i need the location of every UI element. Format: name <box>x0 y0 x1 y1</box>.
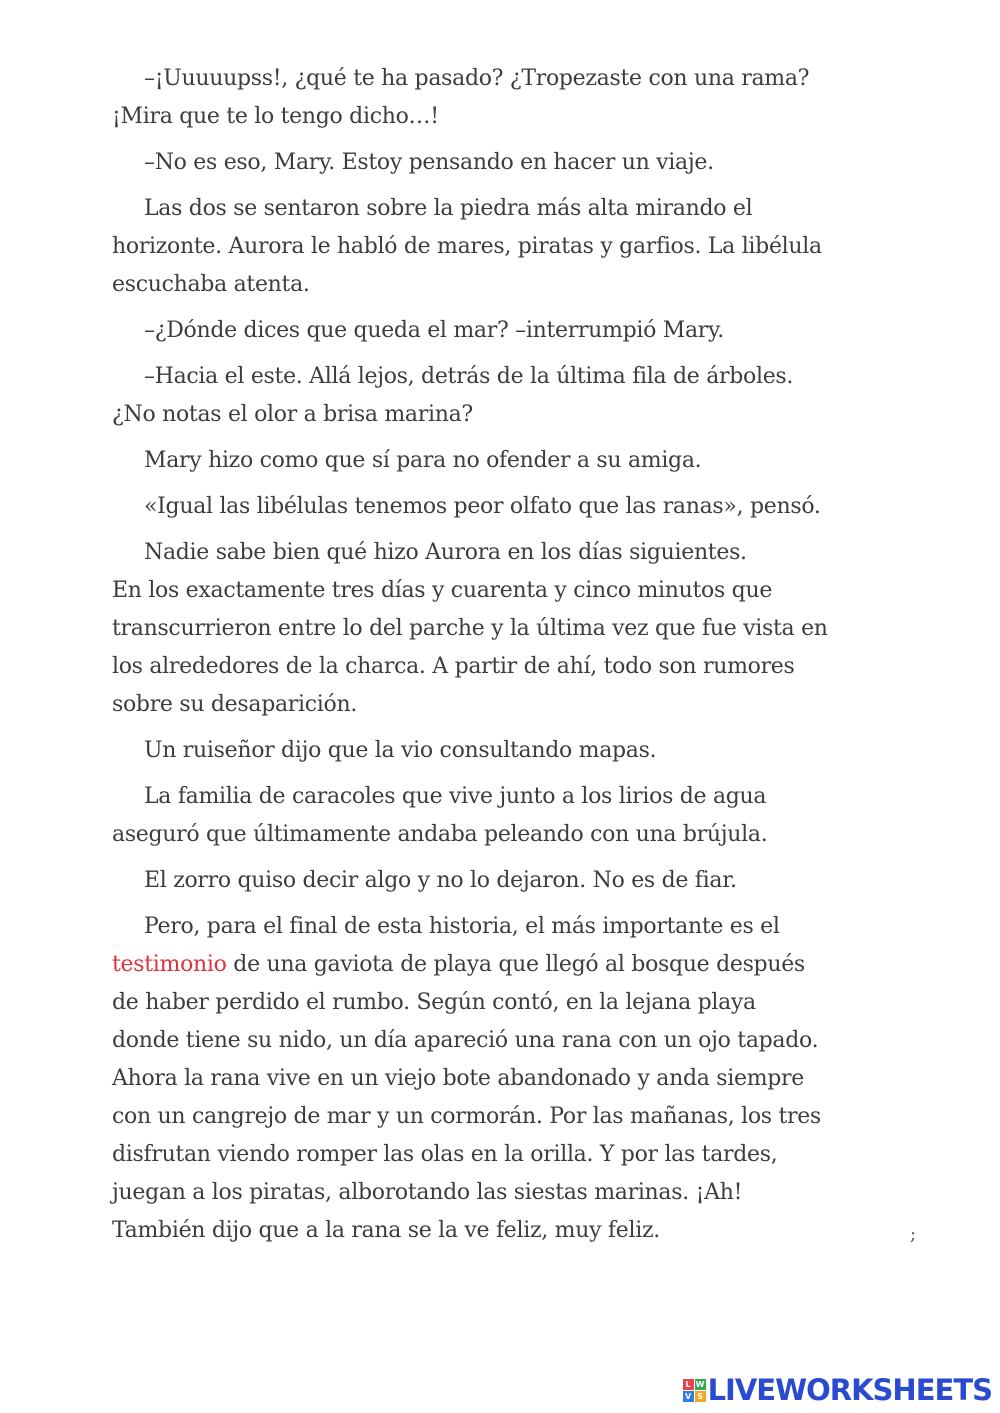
final-paragraph-line: de haber perdido el rumbo. Según contó, en la lejana playa <box>112 990 756 1015</box>
liveworksheets-logo-icon <box>683 1379 706 1402</box>
paragraph <box>112 312 904 350</box>
paragraph-line: Mary hizo como que sí para no ofender a su amiga. <box>144 448 702 473</box>
final-paragraph-line: donde tiene su nido, un día apareció una rana con un ojo tapado. <box>112 1028 819 1053</box>
paragraph-line: transcurrieron entre lo del parche y la última vez que fue vista en <box>112 616 828 641</box>
logo-icon-square: V <box>683 1391 694 1402</box>
final-paragraph-line-2-rest: de una gaviota de playa que llegó al bosque después <box>226 952 805 977</box>
paragraph <box>112 488 904 526</box>
paragraph <box>112 732 904 770</box>
final-paragraph-lines <box>112 984 904 1250</box>
paragraph-line: –No es eso, Mary. Estoy pensando en hacer un viaje. <box>144 150 714 175</box>
paragraph-line: ¿No notas el olor a brisa marina? <box>112 402 473 427</box>
paragraph <box>112 778 904 854</box>
paragraph <box>112 60 904 136</box>
paragraph-list <box>112 60 904 900</box>
final-paragraph-line: con un cangrejo de mar y un cormorán. Por las mañanas, los tres <box>112 1104 821 1129</box>
final-paragraph-line: También dijo que a la rana se la ve feliz, muy feliz. <box>112 1218 660 1243</box>
paragraph-line: Un ruiseñor dijo que la vio consultando mapas. <box>144 738 657 763</box>
paragraph-line: aseguró que últimamente andaba peleando con una brújula. <box>112 822 768 847</box>
final-paragraph-line: disfrutan viendo romper las olas en la orilla. Y por las tardes, <box>112 1142 778 1167</box>
story-text <box>112 60 904 1258</box>
final-paragraph-line: Pero, para el final de esta historia, el más importante es el <box>144 914 780 939</box>
final-paragraph <box>112 908 904 1250</box>
liveworksheets-logo <box>683 1373 992 1407</box>
paragraph <box>112 144 904 182</box>
logo-icon-square: W <box>695 1379 705 1389</box>
paragraph-line: El zorro quiso decir algo y no lo dejaron. No es de fiar. <box>144 868 737 893</box>
paragraph-line: horizonte. Aurora le habló de mares, piratas y garfios. La libélula <box>112 234 822 259</box>
paragraph-line: –Hacia el este. Allá lejos, detrás de la última fila de árboles. <box>144 364 794 389</box>
paragraph-line: Las dos se sentaron sobre la piedra más alta mirando el <box>144 196 753 221</box>
paragraph <box>112 862 904 900</box>
margin-mark: ; <box>910 1224 917 1245</box>
final-paragraph-line-2 <box>112 946 904 984</box>
paragraph <box>112 190 904 304</box>
paragraph-line: La familia de caracoles que vive junto a los lirios de agua <box>144 784 767 809</box>
paragraph-line: Nadie sabe bien qué hizo Aurora en los días siguientes. <box>144 540 747 565</box>
paragraph <box>112 442 904 480</box>
liveworksheets-logo-text: LIVEWORKSHEETS <box>707 1373 992 1407</box>
final-paragraph-line: juegan a los piratas, alborotando las siestas marinas. ¡Ah! <box>112 1180 743 1205</box>
paragraph-line: –¡Uuuuupss!, ¿qué te ha pasado? ¿Tropezaste con una rama? <box>144 66 810 91</box>
paragraph-line: ¡Mira que te lo tengo dicho…! <box>112 104 439 129</box>
paragraph-line: –¿Dónde dices que queda el mar? –interrumpió Mary. <box>144 318 724 343</box>
paragraph <box>112 358 904 434</box>
logo-icon-square: L <box>683 1379 694 1390</box>
paragraph-line: escuchaba atenta. <box>112 272 310 297</box>
highlighted-word-testimonio[interactable]: testimonio <box>112 952 227 977</box>
paragraph-line: En los exactamente tres días y cuarenta y cinco minutos que <box>112 578 773 603</box>
paragraph <box>112 534 904 724</box>
logo-icon-square: S <box>695 1391 706 1402</box>
paragraph-line: sobre su desaparición. <box>112 692 358 717</box>
paragraph-line: «Igual las libélulas tenemos peor olfato que las ranas», pensó. <box>144 494 821 519</box>
final-paragraph-line: Ahora la rana vive en un viejo bote abandonado y anda siempre <box>112 1066 804 1091</box>
paragraph-line: los alrededores de la charca. A partir de ahí, todo son rumores <box>112 654 795 679</box>
